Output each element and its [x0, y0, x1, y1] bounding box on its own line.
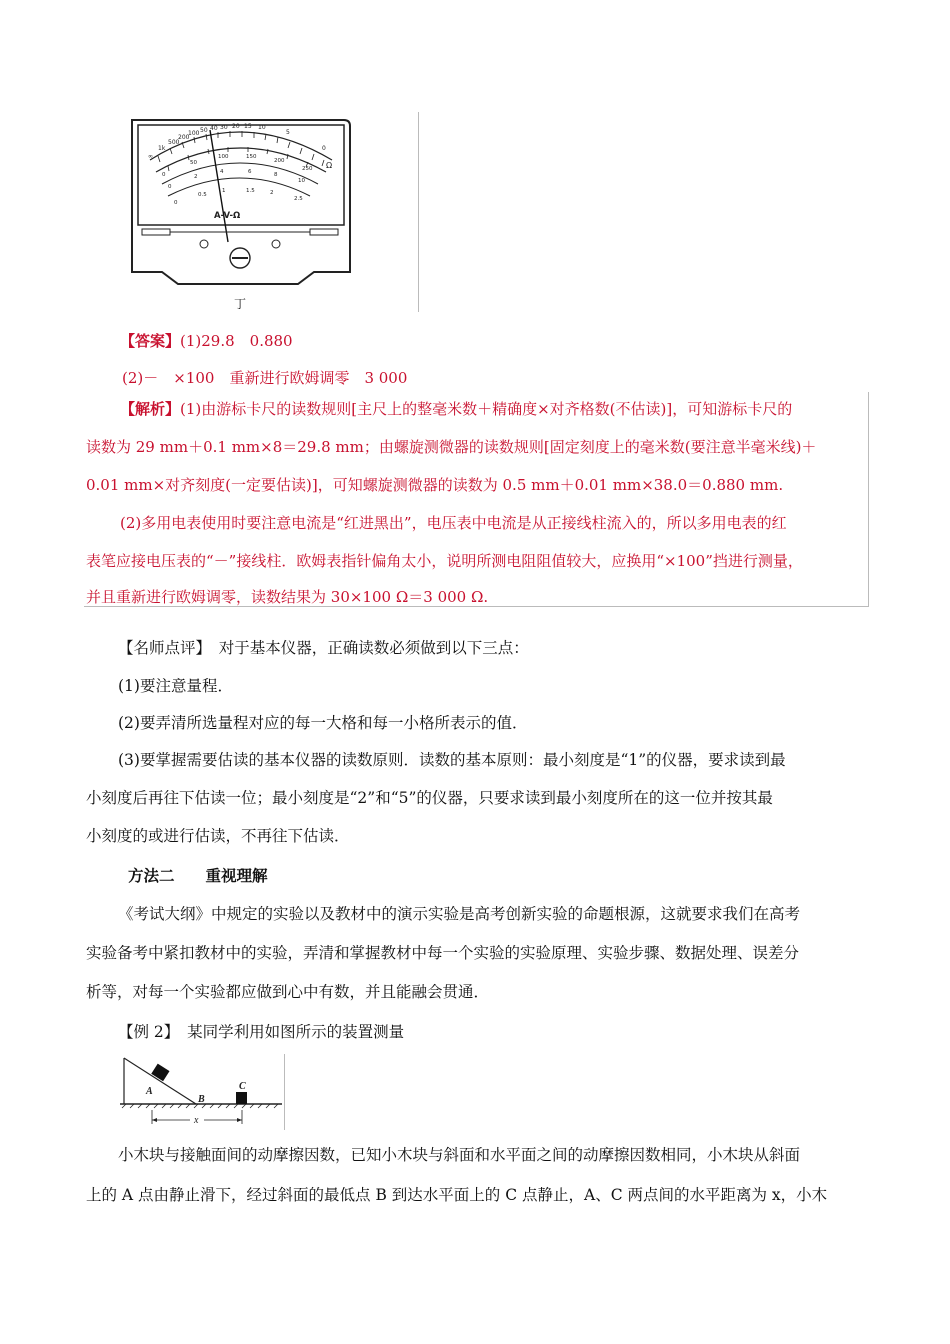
review-point-3-line-2: 小刻度后再往下估读一位；最小刻度是“2”和“5”的仪器，只要求读到最小刻度所在的这一位并按其最	[86, 789, 773, 807]
svg-text:1k: 1k	[158, 145, 166, 152]
block-c	[236, 1092, 247, 1104]
analysis-box	[84, 392, 869, 607]
review-point-2: (2)要弄清所选量程对应的每一大格和每一小格所表示的值．	[118, 714, 528, 732]
svg-text:2.5: 2.5	[294, 196, 303, 202]
svg-text:50: 50	[200, 127, 208, 134]
block-a	[151, 1064, 169, 1082]
svg-text:0: 0	[168, 184, 172, 190]
analysis-line-6: 并且重新进行欧姆调零，读数结果为 30×100 Ω＝3 000 Ω.	[86, 588, 489, 606]
svg-text:200: 200	[178, 134, 190, 141]
example-line-2: 上的 A 点由静止滑下，经过斜面的最低点 B 到达水平面上的 C 点静止，A、C 两点间的水平距离为 x，小木	[86, 1186, 828, 1204]
example-heading	[118, 1022, 404, 1042]
low-scale-labels	[174, 188, 303, 206]
svg-text:30: 30	[220, 124, 228, 131]
svg-text:8: 8	[274, 172, 278, 178]
analysis-tag: 【解析】	[120, 400, 181, 418]
answer-part1: (1)29.8 0.880	[180, 332, 293, 350]
svg-text:100: 100	[188, 130, 200, 137]
analysis-line-2: 读数为 29 mm＋0.1 mm×8＝29.8 mm；由螺旋测微器的读数规则[固定刻度上的毫米数(要注意半毫米线)＋	[86, 438, 817, 456]
method-title: 方法二 重视理解	[128, 866, 268, 885]
right-slot	[310, 229, 338, 235]
incline-figure	[118, 1054, 285, 1130]
svg-text:200: 200	[274, 158, 285, 164]
label-c: C	[239, 1081, 246, 1092]
svg-text:50: 50	[190, 160, 197, 166]
svg-text:15: 15	[244, 123, 252, 130]
scale-type-label: A-V-Ω	[214, 211, 241, 221]
review-point-3-line-3: 小刻度的或进行估读，不再往下估读．	[86, 827, 350, 845]
screw-right-icon	[272, 240, 280, 248]
example-text: 某同学利用如图所示的装置测量	[187, 1023, 405, 1041]
answer-tag: 【答案】	[120, 332, 181, 350]
multimeter-figure	[118, 112, 419, 312]
svg-text:∞: ∞	[148, 153, 153, 160]
svg-text:20: 20	[232, 123, 240, 130]
svg-text:10: 10	[298, 178, 305, 184]
review-point-3-line-1: (3)要掌握需要估读的基本仪器的读数原则．读数的基本原则：最小刻度是“1”的仪器，要求读到最	[118, 751, 786, 769]
svg-text:6: 6	[248, 169, 252, 175]
svg-text:0: 0	[162, 172, 166, 178]
ohm-scale-labels	[148, 123, 326, 160]
answer-line-2: (2)－ ×100 重新进行欧姆调零 3 000	[122, 369, 408, 387]
incline-slope	[124, 1058, 196, 1104]
method-line-3: 析等，对每一个实验都应做到心中有数，并且能融会贯通．	[86, 983, 490, 1001]
svg-text:2: 2	[270, 190, 274, 196]
multimeter-dial	[118, 112, 418, 312]
svg-text:10: 10	[258, 124, 266, 131]
example-tag: 【例 2】	[118, 1023, 172, 1041]
analysis-line-1: 【解析】(1)由游标卡尺的读数规则[主尺上的整毫米数＋精确度×对齐格数(不估读)]，可知游标卡尺的	[120, 400, 793, 418]
left-slot	[142, 229, 170, 235]
dc-scale-labels	[162, 154, 313, 178]
svg-text:4: 4	[220, 169, 224, 175]
analysis-line-4: (2)多用电表使用时要注意电流是“红进黑出”，电压表中电流是从正接线柱流入的，所以多用电表的红	[120, 514, 787, 532]
svg-text:0.5: 0.5	[198, 192, 207, 198]
svg-text:5: 5	[286, 129, 290, 136]
method-line-1: 《考试大纲》中规定的实验以及教材中的演示实验是高考创新实验的命题根源，这就要求我们在高考	[118, 905, 801, 923]
screw-left-icon	[200, 240, 208, 248]
svg-text:500: 500	[168, 139, 180, 146]
incline-diagram	[118, 1054, 284, 1130]
analysis-line-3: 0.01 mm×对齐刻度(一定要估读)]，可知螺旋测微器的读数为 0.5 mm＋0.01 mm×38.0＝0.880 mm.	[86, 476, 784, 494]
svg-text:1.5: 1.5	[246, 188, 255, 194]
label-b: B	[198, 1094, 205, 1105]
svg-text:100: 100	[218, 154, 229, 160]
review-point-1: (1)要注意量程．	[118, 677, 233, 695]
figure-label: 丁	[234, 297, 247, 311]
ohm-symbol: Ω	[326, 161, 333, 170]
analysis-line-5: 表笔应接电压表的“－”接线柱．欧姆表指针偏角太小，说明所测电阻阻值较大，应换用“×100”挡进行测量，	[86, 552, 803, 570]
review-intro: 对于基本仪器，正确读数必须做到以下三点：	[218, 639, 529, 657]
label-a: A	[146, 1086, 153, 1097]
svg-text:2: 2	[194, 174, 198, 180]
svg-text:40: 40	[210, 125, 218, 132]
label-x: x	[194, 1115, 199, 1126]
svg-text:0: 0	[174, 200, 178, 206]
answer-line-1	[120, 330, 293, 351]
method-line-2: 实验备考中紧扣教材中的实验，弄清和掌握教材中每一个实验的实验原理、实验步骤、数据处理、误差分	[86, 944, 800, 962]
review-heading	[118, 638, 529, 658]
svg-text:0: 0	[322, 145, 326, 152]
example-line-1: 小木块与接触面间的动摩擦因数，已知小木块与斜面和水平面之间的动摩擦因数相同，小木块从斜面	[118, 1146, 801, 1164]
svg-text:1: 1	[222, 188, 226, 194]
svg-text:250: 250	[302, 166, 313, 172]
review-tag: 【名师点评】	[118, 639, 204, 657]
svg-text:150: 150	[246, 154, 257, 160]
